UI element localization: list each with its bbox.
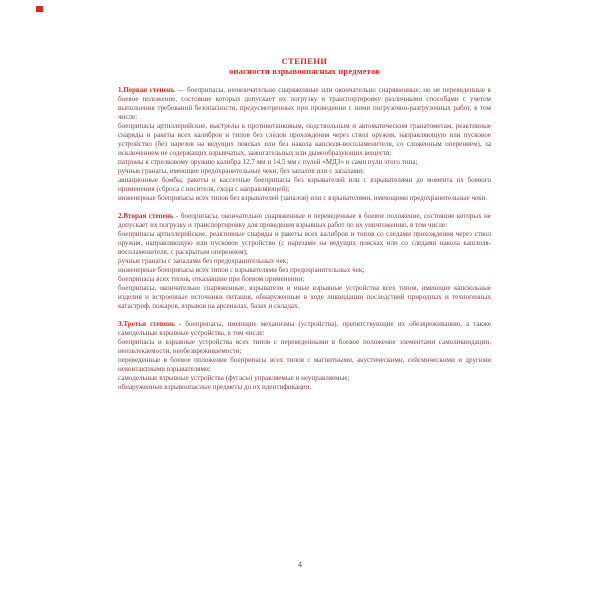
- degree-item: патроны к стрелковому оружию калибра 12,7 мм и 14,5 мм с пулей «МДЗ» и сами пули этого типа;: [118, 158, 418, 166]
- degree-item: боеприпасы артиллерийские, выстрелы к противотанковым, подствольным и автоматическим гранатометам, реактивные снаряды и ракеты всех калибров и типов без следов прохождения через ствол оружия, направляющую или пусковое устройство (без нарезов на ведущих поясках или без накола капсюля-воспламенителя, со сложенным оперением), за исключением не содержащих взрывчатых, зажигательных или дымообразующих веществ;: [118, 122, 491, 157]
- degree-item: боеприпасы всех типов, отказавшие при боевом применении;: [118, 275, 305, 283]
- degree-section: [118, 212, 491, 311]
- degree-lead: 3.Третья степень: [118, 320, 175, 328]
- degree-item: переведенные в боевое положение боеприпасы всех типов с магнитными, акустическими, сейсмическими и другими неконтактными взрывателями;: [118, 356, 491, 373]
- degree-lead: 2.Вторая степень: [118, 212, 174, 220]
- degree-item: боеприпасы артиллерийские, реактивные снаряды и ракеты всех калибров и типов со следами прохождения через ствол оружия, направляющую или пусковое устройство (с нарезами на ведущих поясках или со следами накола капсюля-воспламенителя, с раскрытым оперением);: [118, 230, 491, 256]
- degree-item: ручные гранаты, имеющие предохранительные чеки, без запалов или с запалами;: [118, 167, 365, 175]
- degree-intro: [118, 320, 491, 338]
- degree-intro-text: - боеприпасы, окончательно снаряженные и переведенные в боевое положение, состояние которых не допускает их погрузку и транспортировку для проведения взрывных работ по их уничтожению, в том числе:: [118, 212, 491, 229]
- degree-section: [118, 86, 491, 203]
- degree-item: инженерные боеприпасы всех типов без взрывателей (запалов) или с взрывателями, имеющими предохранительные чеки.: [118, 194, 488, 202]
- degree-lead: 1.Первая степень: [118, 86, 175, 94]
- degree-item: обнаруженные взрывоопасные предметы до их идентификации.: [118, 383, 312, 391]
- page-number: 4: [298, 560, 302, 569]
- degree-item: боеприпасы и взрывные устройства всех типов с переведенными в боевое положение элементами самоликвидации, неизвлекаемости, необезвреживаемости;: [118, 338, 491, 355]
- degree-item: инженерные боеприпасы всех типов с взрывателями без предохранительных чек;: [118, 266, 365, 274]
- red-corner-marker: [36, 6, 43, 12]
- degree-intro: [118, 86, 491, 122]
- degree-item: боеприпасы, окончательно снаряженные, взрыватели и иные взрывные устройства всех типов, имеющие капсюльные изделия и встроенные источники питания, обнаруженные в ходе ликвидации последствий природных и техногенных катастроф, пожаров, взрывов на арсеналах, базах и складах.: [118, 284, 491, 310]
- page-subtitle: опасности взрывоопасных предметов: [229, 66, 380, 76]
- degree-intro-text: — боеприпасы, неокончательно снаряженные или окончательно снаряженные, но не переведенные в боевое положение, состояние которых допускает их погрузку и транспортировку различными способами с учетом выполнения требований безопасности, предусмотренных при проведении с ними погрузочно-разгрузочных работ, в том числе:: [118, 86, 491, 121]
- degree-item: ручные гранаты с запалами без предохранительных чек;: [118, 257, 289, 265]
- degree-item: самодельные взрывные устройства (фугасы) управляемые и неуправляемые;: [118, 374, 350, 382]
- sections-container: [118, 86, 491, 392]
- document-content: [118, 56, 491, 392]
- degree-section: [118, 320, 491, 392]
- degree-item: авиационные бомбы, ракеты и кассетные боеприпасы без взрывателей или с взрывателями до момента их боевого применения (сброса с носителя, схода с направляющей);: [118, 176, 491, 193]
- page-title: СТЕПЕНИ: [281, 56, 328, 66]
- degree-intro-text: - боеприпасы, имеющие механизмы (устройства), препятствующие их обезвреживанию, а также самодельные взрывные устройства, в том числе:: [118, 320, 491, 337]
- degree-intro: [118, 212, 491, 230]
